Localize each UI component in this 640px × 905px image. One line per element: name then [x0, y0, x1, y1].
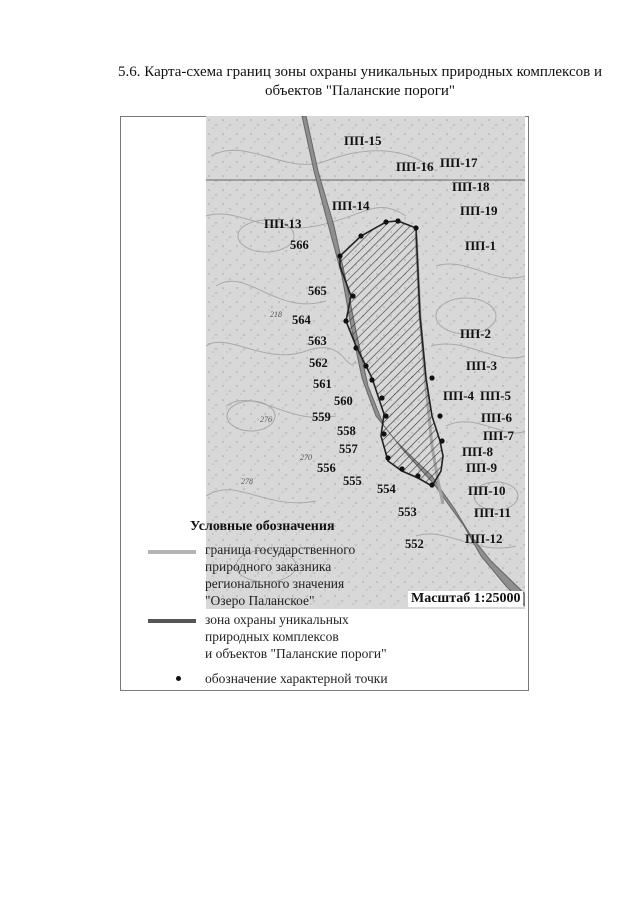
page-title-line-2: объектов "Паланские пороги"	[264, 83, 456, 99]
elevation-mark-276: 276	[260, 415, 272, 424]
point-label-556: 556	[317, 461, 336, 475]
elevation-mark-278: 278	[241, 477, 253, 486]
point-label-566: 566	[290, 238, 309, 252]
zone-label-пп-19: ПП-19	[460, 203, 498, 218]
legend-point-marker	[176, 676, 181, 681]
zone-label-пп-14: ПП-14	[332, 198, 370, 213]
legend-swatch-reserve-boundary	[148, 550, 196, 554]
zone-label-пп-12: ПП-12	[465, 531, 503, 546]
zone-label-пп-15: ПП-15	[344, 133, 382, 148]
point-label-563: 563	[308, 334, 327, 348]
zone-label-пп-4: ПП-4	[443, 388, 475, 403]
point-label-562: 562	[309, 356, 328, 370]
zone-label-пп-6: ПП-6	[481, 410, 513, 425]
point-label-565: 565	[308, 284, 327, 298]
zone-label-пп-1: ПП-1	[465, 238, 497, 253]
zone-label-пп-10: ПП-10	[468, 483, 506, 498]
legend-title: Условные обозначения	[190, 519, 335, 534]
zone-label-пп-5: ПП-5	[480, 388, 512, 403]
elevation-mark-270: 270	[300, 453, 312, 462]
legend-item-characteristic-point: обозначение характерной точки	[205, 671, 388, 686]
point-label-560: 560	[334, 394, 353, 408]
zone-label-пп-7: ПП-7	[483, 428, 515, 443]
legend-item-protection-zone: зона охраны уникальных природных комплексов и объектов "Паланские пороги"	[205, 612, 387, 661]
point-label-554: 554	[377, 482, 396, 496]
point-label-561: 561	[313, 377, 332, 391]
zone-label-пп-16: ПП-16	[396, 159, 434, 174]
zone-label-пп-9: ПП-9	[466, 460, 498, 475]
zone-label-пп-18: ПП-18	[452, 179, 490, 194]
point-label-557: 557	[339, 442, 358, 456]
point-label-552: 552	[405, 537, 424, 551]
zone-label-пп-13: ПП-13	[264, 216, 302, 231]
zone-label-пп-11: ПП-11	[474, 505, 511, 520]
point-label-553: 553	[398, 505, 417, 519]
point-label-564: 564	[292, 313, 311, 327]
legend-item-reserve-boundary: граница государственного природного заказника регионального значения "Озеро Паланское"	[205, 542, 356, 608]
elevation-mark-218: 218	[270, 310, 282, 319]
point-label-559: 559	[312, 410, 331, 424]
page-title-line-1: 5.6. Карта-схема границ зоны охраны уникальных природных комплексов и	[118, 64, 602, 80]
point-label-558: 558	[337, 424, 356, 438]
zone-label-пп-3: ПП-3	[466, 358, 498, 373]
zone-label-пп-17: ПП-17	[440, 155, 478, 170]
legend-swatch-protection-zone	[148, 619, 196, 623]
point-label-555: 555	[343, 474, 362, 488]
zone-label-пп-2: ПП-2	[460, 326, 492, 341]
map-scale: Масштаб 1:25000	[408, 591, 523, 607]
zone-label-пп-8: ПП-8	[462, 444, 494, 459]
